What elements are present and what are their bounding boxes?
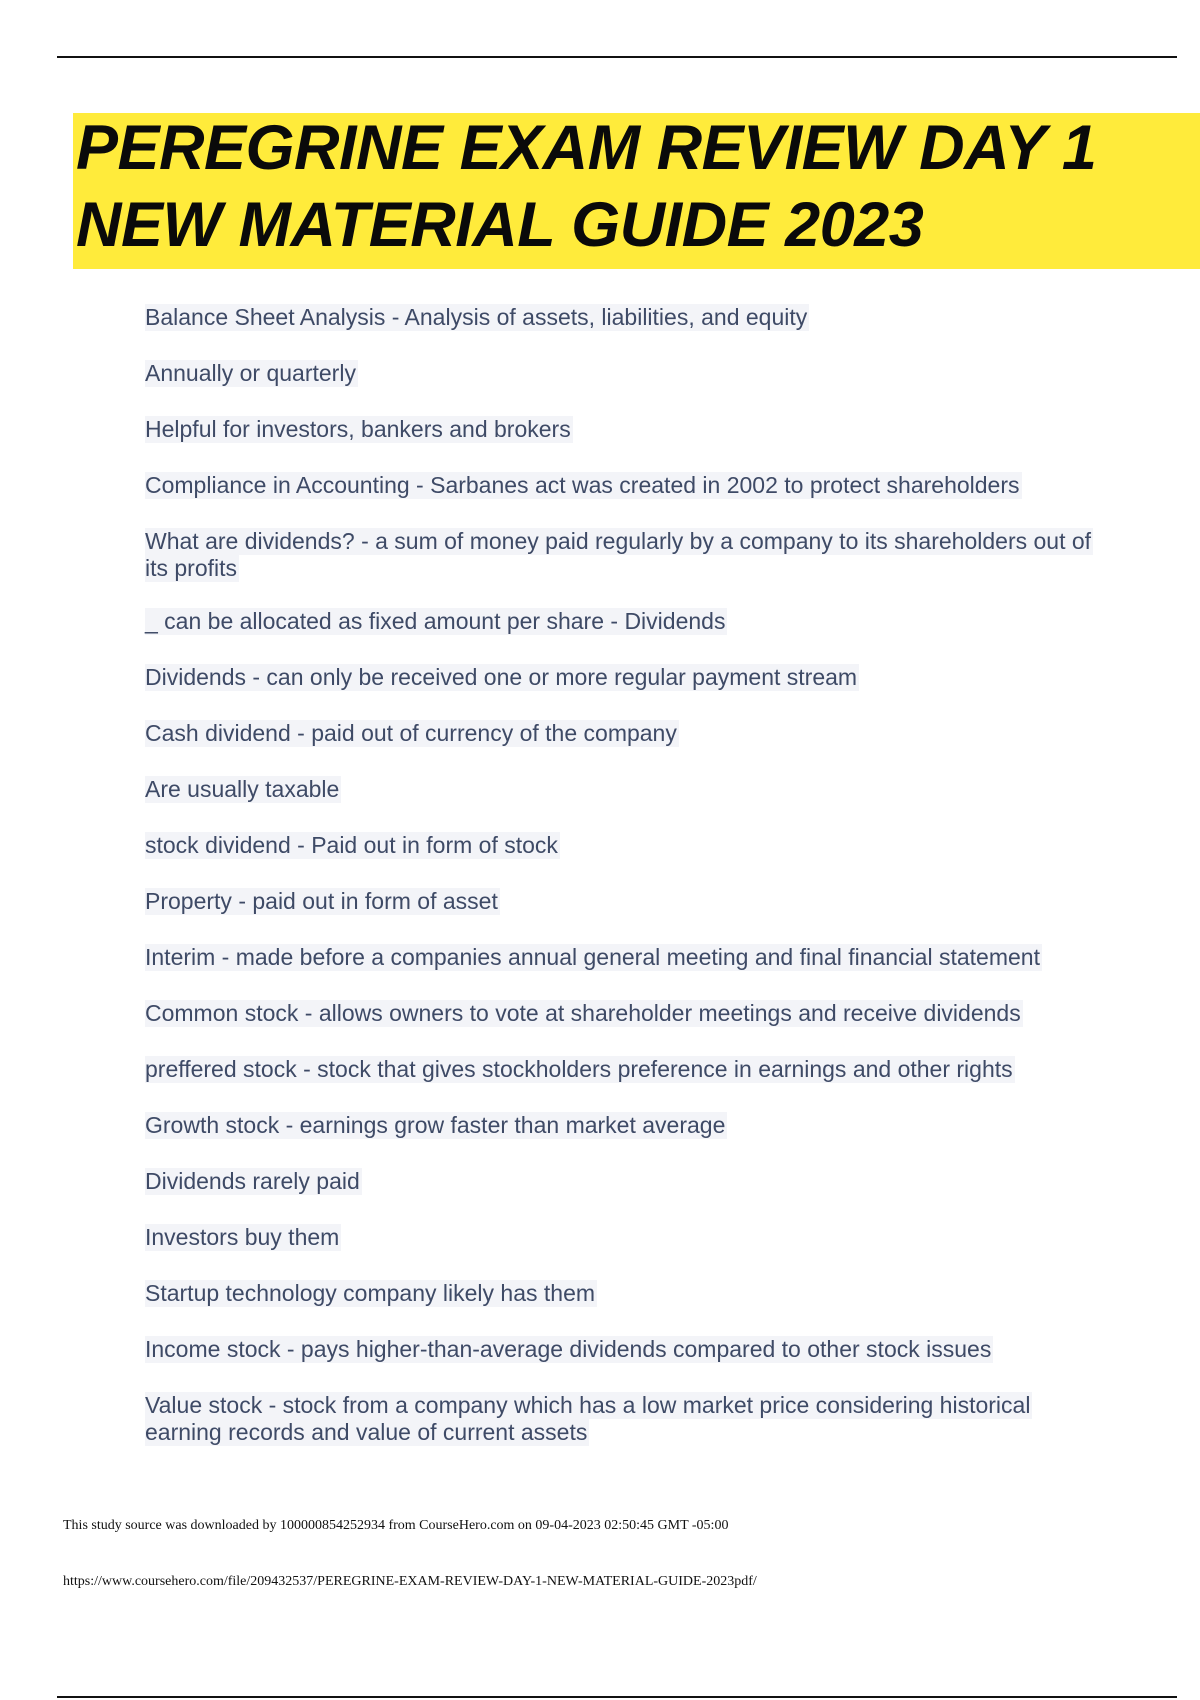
list-item: What are dividends? - a sum of money paid regularly by a company to its shareholders out of its profits xyxy=(145,528,1092,581)
list-item: Value stock - stock from a company which has a low market price considering historical earning records and value of current assets xyxy=(145,1392,1031,1445)
page-title xyxy=(76,110,1186,264)
source-url[interactable]: https://www.coursehero.com/file/209432537/PEREGRINE-EXAM-REVIEW-DAY-1-NEW-MATERIAL-GUIDE-2023pdf/ xyxy=(63,1574,757,1589)
list-item: Helpful for investors, bankers and brokers xyxy=(145,416,571,442)
list-item: Income stock - pays higher-than-average dividends compared to other stock issues xyxy=(145,1336,992,1362)
list-item: Cash dividend - paid out of currency of the company xyxy=(145,720,677,746)
list-item: Interim - made before a companies annual general meeting and final financial statement xyxy=(145,944,1040,970)
title-line-1: PEREGRINE EXAM REVIEW DAY 1 xyxy=(76,113,1097,183)
top-divider xyxy=(57,56,1177,58)
list-item: Annually or quarterly xyxy=(145,360,356,386)
list-item: Investors buy them xyxy=(145,1224,340,1250)
list-item: Dividends - can only be received one or more regular payment stream xyxy=(145,664,858,690)
list-item: Dividends rarely paid xyxy=(145,1168,360,1194)
download-source-note: This study source was downloaded by 100000854252934 from CourseHero.com on 09-04-2023 02:50:45 GMT -05:00 xyxy=(63,1518,729,1533)
list-item: stock dividend - Paid out in form of stock xyxy=(145,832,558,858)
list-item: _ can be allocated as fixed amount per share - Dividends xyxy=(145,608,726,634)
list-item: Are usually taxable xyxy=(145,776,340,802)
title-line-2: NEW MATERIAL GUIDE 2023 xyxy=(76,190,924,260)
list-item: Property - paid out in form of asset xyxy=(145,888,498,914)
list-item: preffered stock - stock that gives stockholders preference in earnings and other rights xyxy=(145,1056,1013,1082)
flashcard-list xyxy=(145,304,1095,1472)
list-item: Growth stock - earnings grow faster than market average xyxy=(145,1112,726,1138)
list-item: Startup technology company likely has them xyxy=(145,1280,596,1306)
list-item: Balance Sheet Analysis - Analysis of assets, liabilities, and equity xyxy=(145,304,808,330)
bottom-divider xyxy=(57,1696,1177,1698)
list-item: Compliance in Accounting - Sarbanes act was created in 2002 to protect shareholders xyxy=(145,472,1020,498)
list-item: Common stock - allows owners to vote at shareholder meetings and receive dividends xyxy=(145,1000,1021,1026)
